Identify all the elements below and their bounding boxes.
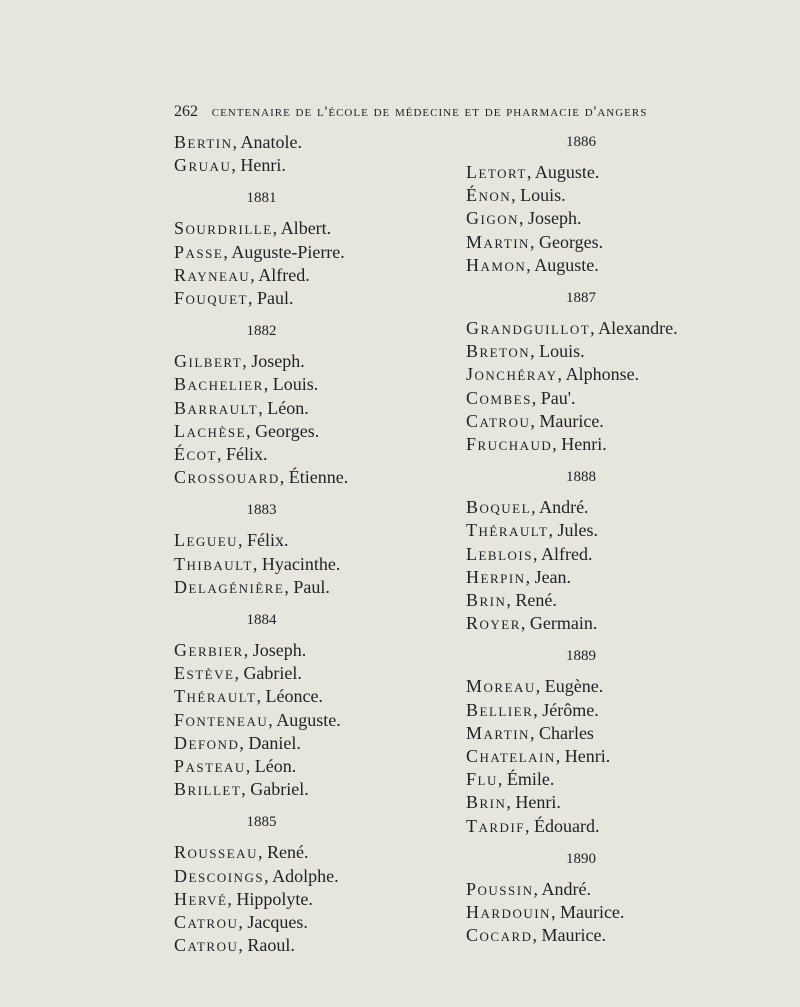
given-name: Raoul. <box>247 935 295 956</box>
surname: Écot <box>174 444 217 465</box>
given-name: Hyacinthe. <box>261 553 341 574</box>
name-entry: Leblois, Alfred. <box>466 543 593 564</box>
given-name: Léon. <box>254 756 297 777</box>
name-entry: Descoings, Adolphe. <box>174 865 339 886</box>
surname: Royer <box>466 613 521 634</box>
surname: Grandguillot <box>466 318 591 339</box>
given-name: Anatole. <box>240 132 302 152</box>
name-entry: Brin, Henri. <box>466 792 561 813</box>
given-name: Auguste-Pierre. <box>231 241 345 262</box>
year-heading: 1888 <box>566 469 596 486</box>
name-entry: Hamon, Auguste. <box>466 254 599 275</box>
year-heading: 1886 <box>566 134 596 150</box>
right-column <box>466 131 726 947</box>
year-heading: 1889 <box>566 648 596 665</box>
name-entry: Martin, Georges. <box>466 231 604 252</box>
name-entry: Sourdrille, Albert. <box>174 218 332 239</box>
given-name: René. <box>266 842 309 863</box>
surname: Hardouin <box>466 902 551 923</box>
name-entry: Legueu, Félix. <box>174 530 289 551</box>
given-name: Daniel. <box>248 732 301 753</box>
given-name: Félix. <box>226 444 268 465</box>
name-entry: Crossouard, Étienne. <box>174 467 349 488</box>
given-name: Édouard. <box>534 815 600 836</box>
surname: Combes <box>466 387 532 408</box>
given-name: Léonce. <box>265 686 323 707</box>
page-number: 262 <box>174 103 198 120</box>
surname: Fruchaud <box>466 434 553 455</box>
name-entry: Énon, Louis. <box>466 185 566 206</box>
name-entry: Gruau, Henri. <box>174 155 286 176</box>
surname: Gerbier <box>174 640 244 661</box>
name-entry: Boquel, André. <box>466 497 589 518</box>
given-name: Alfred. <box>258 264 310 285</box>
surname: Gilbert <box>174 351 243 372</box>
given-name: Charles <box>538 722 594 743</box>
surname: Descoings <box>174 865 265 886</box>
surname: Thérault <box>174 686 257 707</box>
year-heading: 1887 <box>566 290 596 307</box>
page-header <box>174 103 694 121</box>
surname: Cocard <box>466 925 533 946</box>
surname: Catrou <box>466 410 531 431</box>
name-entry: Breton, Louis. <box>466 341 585 362</box>
surname: Legueu <box>174 530 239 551</box>
name-entry: Barrault, Léon. <box>174 397 309 418</box>
given-name: Maurice. <box>539 410 604 431</box>
surname: Crossouard <box>174 467 280 488</box>
given-name: Maurice. <box>541 925 606 946</box>
given-name: Paul. <box>256 288 294 309</box>
name-entry: Pasteau, Léon. <box>174 756 297 777</box>
name-entry: Martin, Charles <box>466 722 594 743</box>
given-name: Louis. <box>272 374 319 395</box>
name-entry: Thibault, Hyacinthe. <box>174 553 341 574</box>
surname: Passe <box>174 241 224 262</box>
name-entry: Brin, René. <box>466 590 557 611</box>
surname: Herpin <box>466 566 526 587</box>
name-entry: Écot, Félix. <box>174 444 268 465</box>
name-entry: Poussin, André. <box>466 878 591 899</box>
name-entry: Jonchéray, Alphonse. <box>466 364 640 385</box>
surname: Chatelain <box>466 746 556 767</box>
name-entry: Estève, Gabriel. <box>174 663 302 684</box>
surname: Delagénière <box>174 576 285 597</box>
name-entry: Fouquet, Paul. <box>174 288 294 309</box>
name-entry: Gerbier, Joseph. <box>174 640 307 661</box>
given-name: Henri. <box>564 746 611 767</box>
surname: Lachèse <box>174 420 247 441</box>
given-name: Alfred. <box>541 543 593 564</box>
given-name: Germain. <box>529 613 598 634</box>
surname: Flu <box>466 769 498 790</box>
given-name: Georges. <box>255 420 320 441</box>
surname: Bellier <box>466 699 534 720</box>
name-entry: Gigon, Joseph. <box>466 208 582 229</box>
name-entry: Bertin, Anatole. <box>174 132 302 152</box>
given-name: Auguste. <box>534 162 600 182</box>
given-name: Henri. <box>515 792 561 813</box>
surname: Estève <box>174 663 235 684</box>
surname: Catrou <box>174 935 239 956</box>
given-name: Pau'. <box>540 387 576 408</box>
given-name: Étienne. <box>288 467 349 488</box>
given-name: Félix. <box>247 530 289 551</box>
surname: Catrou <box>174 912 239 933</box>
name-entry: Tardif, Édouard. <box>466 815 600 836</box>
year-heading: 1885 <box>246 814 277 831</box>
given-name: Émile. <box>506 769 555 790</box>
given-name: Alexandre. <box>598 318 678 339</box>
surname: Sourdrille <box>174 218 273 239</box>
given-name: Henri. <box>240 155 286 176</box>
given-name: Jacques. <box>247 912 308 933</box>
name-entry: Lachèse, Georges. <box>174 420 320 441</box>
name-entry: Catrou, Raoul. <box>174 935 295 956</box>
surname: Gigon <box>466 208 519 229</box>
surname: Bertin <box>174 132 233 152</box>
name-entry: Rayneau, Alfred. <box>174 264 310 285</box>
given-name: André. <box>541 878 591 899</box>
surname: Brillet <box>174 779 242 800</box>
given-name: Albert. <box>280 218 332 239</box>
name-entry: Bachelier, Louis. <box>174 374 319 395</box>
given-name: Léon. <box>267 397 309 418</box>
name-entry: Flu, Émile. <box>466 769 555 790</box>
name-entry: Catrou, Maurice. <box>466 410 604 431</box>
name-entry: Fruchaud, Henri. <box>466 434 607 455</box>
name-entry: Cocard, Maurice. <box>466 925 606 946</box>
given-name: Louis. <box>539 341 585 362</box>
given-name: Gabriel. <box>243 663 302 684</box>
name-entry: Catrou, Jacques. <box>174 912 308 933</box>
name-entry: Herpin, Jean. <box>466 566 572 587</box>
name-entry: Delagénière, Paul. <box>174 576 330 597</box>
given-name: Adolphe. <box>272 865 339 886</box>
name-entry: Hardouin, Maurice. <box>466 902 625 923</box>
given-name: Paul. <box>293 576 330 597</box>
surname: Defond <box>174 732 240 753</box>
name-entry: Thérault, Jules. <box>466 520 598 541</box>
name-entry: Letort, Auguste. <box>466 162 600 182</box>
given-name: Joseph. <box>252 640 307 661</box>
surname: Thibault <box>174 553 253 574</box>
year-heading: 1881 <box>246 190 277 207</box>
surname: Hervé <box>174 888 228 909</box>
given-name: Joseph. <box>251 351 305 372</box>
surname: Brin <box>466 590 507 611</box>
name-entry: Grandguillot, Alexandre. <box>466 318 678 339</box>
year-heading: 1884 <box>246 612 277 629</box>
surname: Rousseau <box>174 842 258 863</box>
given-name: André. <box>539 497 589 518</box>
surname: Jonchéray <box>466 364 558 385</box>
name-entry: Moreau, Eugène. <box>466 676 604 697</box>
surname: Gruau <box>174 155 232 176</box>
year-heading: 1890 <box>566 850 596 867</box>
running-title: centenaire de l'école de médecine et de pharmacie d'angers <box>211 104 648 120</box>
surname: Barrault <box>174 397 259 418</box>
surname: Martin <box>466 231 530 252</box>
given-name: Eugène. <box>544 676 604 697</box>
name-entry: Bellier, Jérôme. <box>466 699 599 720</box>
surname: Boquel <box>466 497 532 518</box>
year-heading: 1882 <box>246 323 277 340</box>
surname: Breton <box>466 341 531 362</box>
given-name: Alphonse. <box>565 364 640 385</box>
surname: Martin <box>466 722 530 743</box>
left-column <box>174 131 414 957</box>
year-heading: 1883 <box>246 502 277 519</box>
name-entry: Brillet, Gabriel. <box>174 779 309 800</box>
surname: Moreau <box>466 676 536 697</box>
given-name: Joseph. <box>528 208 582 229</box>
surname: Énon <box>466 185 512 206</box>
given-name: Auguste. <box>534 254 599 275</box>
given-name: Auguste. <box>276 709 341 730</box>
surname: Bachelier <box>174 374 264 395</box>
given-name: Maurice. <box>559 902 625 923</box>
name-entry: Thérault, Léonce. <box>174 686 323 707</box>
given-name: Louis. <box>520 185 566 206</box>
given-name: Georges. <box>538 231 604 252</box>
surname: Brin <box>466 792 507 813</box>
surname: Rayneau <box>174 264 251 285</box>
surname: Letort <box>466 162 527 182</box>
surname: Pasteau <box>174 756 246 777</box>
given-name: Hippolyte. <box>236 888 313 909</box>
given-name: René. <box>515 590 557 611</box>
surname: Poussin <box>466 878 534 899</box>
surname: Leblois <box>466 543 533 564</box>
surname: Fouquet <box>174 288 248 309</box>
name-entry: Passe, Auguste-Pierre. <box>174 241 345 262</box>
given-name: Jean. <box>534 566 572 587</box>
given-name: Jérôme. <box>542 699 599 720</box>
name-entry: Defond, Daniel. <box>174 732 301 753</box>
name-entry: Combes, Pau'. <box>466 387 576 408</box>
name-entry: Hervé, Hippolyte. <box>174 888 313 909</box>
name-entry: Rousseau, René. <box>174 842 309 863</box>
surname: Thérault <box>466 520 549 541</box>
surname: Tardif <box>466 815 526 836</box>
given-name: Jules. <box>557 520 598 541</box>
given-name: Gabriel. <box>250 779 309 800</box>
surname: Hamon <box>466 254 527 275</box>
name-entry: Chatelain, Henri. <box>466 746 611 767</box>
given-name: Henri. <box>561 434 607 455</box>
name-entry: Fonteneau, Auguste. <box>174 709 341 730</box>
name-entry: Royer, Germain. <box>466 613 598 634</box>
name-entry: Gilbert, Joseph. <box>174 351 305 372</box>
surname: Fonteneau <box>174 709 269 730</box>
